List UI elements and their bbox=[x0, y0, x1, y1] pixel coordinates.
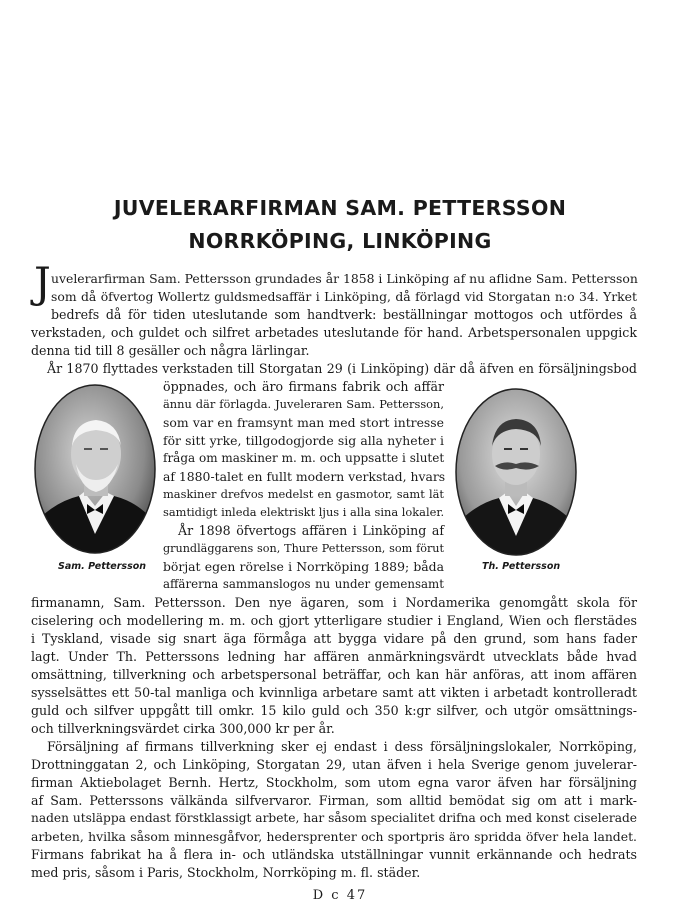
text-line: firmanamn, Sam. Pettersson. Den nye ägaren, som i Nordamerika genomgått skola för bbox=[31, 595, 637, 610]
text-line: År 1870 flyttades verkstaden till Storgatan 29 (i Linköping) där då äfven en försäljningsbod bbox=[47, 361, 637, 376]
text-line: i Tyskland, visade sig snart äga förmåga att bygga vidare på den grund, som hans fader bbox=[31, 631, 637, 646]
text-line: samtidigt inleda elektriskt ljus i alla sina lokaler. bbox=[163, 505, 445, 519]
text-line: grundläggarens son, Thure Pettersson, som förut bbox=[163, 542, 444, 555]
text-line: ännu där förlagda. Juveleraren Sam. Pettersson, bbox=[163, 397, 444, 411]
text-line: af Sam. Petterssons välkända silfvervaror. Firman, som alltid bemödat sig om att i mark- bbox=[31, 793, 637, 808]
text-line: denna tid till 8 gesäller och några lärlingar. bbox=[31, 343, 310, 358]
text-line: affärerna sammanslogos nu under gemensamt bbox=[163, 577, 444, 591]
drop-cap: J bbox=[34, 258, 51, 307]
text-line: af 1880-talet en fullt modern verkstad, hvars bbox=[163, 469, 446, 484]
text-line: som då öfvertog Wollertz guldsmedsaffär i Linköping, då förlagd vid Storgatan n:o 34. Yrket bbox=[51, 289, 637, 304]
text-line: och tillverkningsvärdet cirka 300,000 kr per år. bbox=[31, 721, 335, 736]
text-line: guld och silfver uppgått till omkr. 15 kilo guld och 350 k:gr silfver, och utgör omsättnings- bbox=[31, 703, 637, 718]
text-line: öppnades, och äro firmans fabrik och affär bbox=[163, 379, 444, 394]
page-title: JUVELERARFIRMAN SAM. PETTERSSON bbox=[113, 196, 567, 220]
caption-th-pettersson: Th. Pettersson bbox=[482, 561, 561, 572]
text-line: arbeten, hvilka såsom minnesgåfvor, hedersprenter och sportpris äro spridda öfver hela landet. bbox=[31, 829, 637, 844]
portrait-th-pettersson bbox=[455, 388, 577, 556]
text-line: som var en framsynt man med stort intresse bbox=[163, 415, 444, 430]
text-line: År 1898 öfvertogs affären i Linköping af bbox=[178, 523, 444, 538]
text-line: sysselsättes ett 50-tal manliga och kvinnliga arbetare samt att vikten i arbetadt kontrolleradt bbox=[31, 685, 637, 700]
portrait-sam-pettersson bbox=[34, 384, 156, 554]
text-line: naden utsläppa endast förstklassigt arbete, har såsom specialitet drifna och med konst ciselerade bbox=[31, 811, 637, 825]
text-line: lagt. Under Th. Petterssons ledning har affären anmärkningsvärdt utvecklats både hvad bbox=[31, 649, 637, 664]
text-line: börjat egen rörelse i Norrköping 1889; båda bbox=[163, 559, 444, 574]
text-line: Försäljning af firmans tillverkning sker ej endast i dess försäljningslokaler, Norrköping, bbox=[47, 739, 637, 754]
page-subtitle: NORRKÖPING, LINKÖPING bbox=[188, 229, 492, 253]
text-line: fråga om maskiner m. m. och uppsatte i slutet bbox=[163, 451, 445, 465]
text-line: maskiner drefvos medelst en gasmotor, samt lät bbox=[163, 487, 444, 501]
caption-sam-pettersson: Sam. Pettersson bbox=[58, 561, 147, 572]
text-line: för sitt yrke, tillgodogjorde sig alla nyheter i bbox=[163, 433, 444, 448]
text-line: omsättning, tillverkning och arbetspersonal beträffar, och kan här anföras, att inom affären bbox=[31, 667, 637, 682]
text-line: Drottninggatan 2, och Linköping, Storgatan 29, utan äfven i hela Sverige genom juvelerar- bbox=[31, 757, 637, 772]
text-line: uvelerarfirman Sam. Pettersson grundades år 1858 i Linköping af nu aflidne Sam. Pettersson bbox=[51, 271, 638, 286]
page-number: D c 47 bbox=[312, 888, 368, 903]
text-line: ciselering och modellering m. m. och gjort ytterligare studier i England, Wien och flerstädes bbox=[31, 613, 637, 628]
text-line: bedrefs då för tiden uteslutande som handtverk: beställningar mottogos och utfördes å bbox=[51, 307, 637, 322]
text-line: firman Aktiebolaget Bernh. Hertz, Stockholm, som utom egna varor äfven har försäljning bbox=[31, 775, 637, 790]
text-line: Firmans fabrikat ha å flera in- och utländska utställningar vunnit erkännande och hedrats bbox=[31, 847, 637, 862]
text-line: verkstaden, och guldet och silfret arbetades uteslutande för hand. Arbetspersonalen uppgick bbox=[31, 325, 637, 340]
text-line: med pris, såsom i Paris, Stockholm, Norrköping m. fl. städer. bbox=[31, 865, 421, 880]
